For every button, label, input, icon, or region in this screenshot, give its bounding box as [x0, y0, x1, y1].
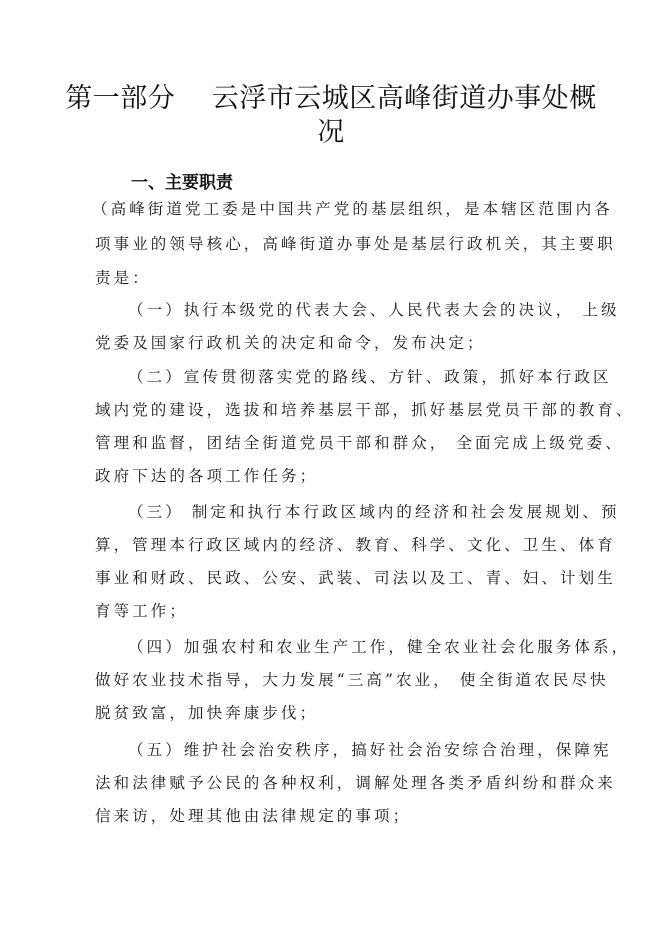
duty-3-line: （三） 制定和执行本行政区域内的经济和社会发展规划、预 [128, 503, 620, 521]
page-title-continuation: 况 [317, 117, 345, 148]
duty-2-line: 管理和监督，团结全街道党员干部和群众， 全面完成上级党委、 [95, 434, 624, 452]
section-heading: 一、主要职责 [131, 173, 233, 193]
duty-4-line: 做好农业技术指导，大力发展“三高”农业， 使全街道农民尽快 [95, 671, 609, 689]
intro-line: 项事业的领导核心，高峰街道办事处是基层行政机关，其主要职 [95, 235, 616, 253]
duty-3-line: 算，管理本行政区域内的经济、教育、科学、文化、卫生、体育 [95, 536, 616, 554]
duty-1-line: 党委及国家行政机关的决定和命令，发布决定； [95, 334, 486, 352]
duty-2-line: 域内党的建设，选拔和培养基层干部，抓好基层党员干部的教育、 [95, 401, 635, 419]
duty-2-line: 政府下达的各项工作任务； [95, 467, 319, 485]
duty-2-line: （二）宣传贯彻落实党的路线、方针、政策，抓好本行政区 [128, 368, 612, 386]
duty-4-line: （四）加强农村和农业生产工作，健全农业社会化服务体系， [128, 638, 631, 656]
duty-5-line: 法和法律赋予公民的各种权利，调解处理各类矛盾纠纷和群众来 [95, 774, 616, 792]
duty-4-line: 脱贫致富，加快奔康步伐； [95, 704, 319, 722]
intro-line: 责是： [95, 269, 151, 287]
duty-5-line: （五）维护社会治安秩序，搞好社会治安综合治理，保障宪 [128, 741, 612, 759]
duty-3-line: 事业和财政、民政、公安、武装、司法以及工、青、妇、计划生 [95, 569, 616, 587]
duty-5-line: 信来访，处理其他由法律规定的事项； [95, 807, 412, 825]
intro-line: （高峰街道党工委是中国共产党的基层组织，是本辖区范围内各 [92, 200, 613, 218]
duty-3-line: 育等工作； [95, 602, 189, 620]
duty-1-line: （一）执行本级党的代表大会、人民代表大会的决议， 上级 [128, 301, 620, 319]
page-title: 第一部分 云浮市云城区高峰街道办事处概 [65, 83, 597, 114]
